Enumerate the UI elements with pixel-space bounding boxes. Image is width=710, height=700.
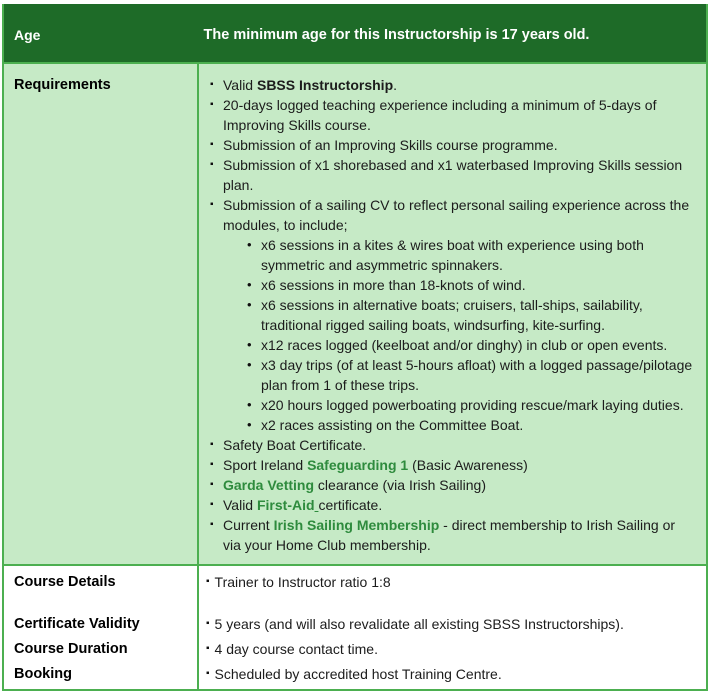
details-value-text: 5 years (and will also revalidate all existing SBSS Instructorships). <box>214 616 624 632</box>
text-segment: x12 races logged (keelboat and/or dinghy) in club or open events. <box>261 337 668 353</box>
instructorship-info-table <box>2 4 708 691</box>
requirement-subitem <box>199 295 694 335</box>
age-row-value: The minimum age for this Instructorship is 17 years old. <box>203 27 590 43</box>
requirement-text <box>223 135 694 155</box>
square-bullet-icon: ▪ <box>210 159 214 170</box>
text-segment: x3 day trips (of at least 5-hours afloat) with a logged passage/pilotage plan from 1 of these trips. <box>261 357 693 393</box>
requirement-text <box>223 495 694 515</box>
requirement-item <box>199 475 694 495</box>
text-segment: x6 sessions in alternative boats; cruisers, tall-ships, sailability, traditional rigged sailing boats, windsurfing, kite-surfing. <box>261 297 643 333</box>
requirement-subitem <box>199 415 694 435</box>
requirement-subitem <box>199 355 694 395</box>
details-row <box>4 564 706 689</box>
square-bullet-icon: ▪ <box>210 459 214 470</box>
text-segment: certificate. <box>318 497 383 513</box>
square-bullet-icon: ▪ <box>210 439 214 450</box>
requirement-text <box>223 435 694 455</box>
text-segment: Submission of an Improving Skills course programme. <box>223 137 558 153</box>
details-value-row <box>199 664 696 684</box>
square-bullet-icon: ▪ <box>206 618 210 629</box>
details-value-text: Trainer to Instructor ratio 1:8 <box>214 574 391 590</box>
requirement-text <box>261 295 694 335</box>
text-segment: Safety Boat Certificate. <box>223 437 367 453</box>
details-value-text: Scheduled by accredited host Training Centre. <box>214 666 502 682</box>
requirements-row <box>4 62 706 564</box>
requirement-text <box>223 95 694 135</box>
text-segment: SBSS Instructorship <box>256 77 394 93</box>
green-link[interactable]: Safeguarding 1 <box>307 457 409 473</box>
text-segment: x6 sessions in more than 18-knots of wind. <box>261 277 526 293</box>
dot-bullet-icon: • <box>247 237 252 252</box>
requirement-text <box>223 455 694 475</box>
details-label: Booking <box>14 666 72 682</box>
details-values <box>199 566 706 689</box>
requirement-text <box>261 235 694 275</box>
requirement-text <box>261 355 694 395</box>
details-label: Course Details <box>14 574 116 590</box>
dot-bullet-icon: • <box>247 397 252 412</box>
details-label: Course Duration <box>14 641 128 657</box>
requirement-item <box>199 155 694 195</box>
square-bullet-icon: ▪ <box>210 79 214 90</box>
details-value-row <box>199 614 696 634</box>
square-bullet-icon: ▪ <box>210 499 214 510</box>
requirement-item <box>199 195 694 235</box>
requirement-subitem <box>199 335 694 355</box>
square-bullet-icon: ▪ <box>210 199 214 210</box>
text-segment: Current <box>223 517 274 533</box>
requirement-item <box>199 515 694 555</box>
dot-bullet-icon: • <box>247 337 252 352</box>
text-segment: Submission of a sailing CV to reflect personal sailing experience across the modules, to include; <box>223 197 690 233</box>
details-value-row <box>199 572 696 592</box>
details-label: Certificate Validity <box>14 616 140 632</box>
requirement-text <box>223 195 694 235</box>
text-segment: x20 hours logged powerboating providing rescue/mark laying duties. <box>261 397 684 413</box>
text-segment: 20-days logged teaching experience including a minimum of 5-days of Improving Skills course. <box>223 97 657 133</box>
text-segment: . <box>393 77 398 93</box>
requirement-text <box>223 515 694 555</box>
text-segment: x6 sessions in a kites & wires boat with experience using both symmetric and asymmetric spinnakers. <box>261 237 644 273</box>
requirement-text <box>223 75 694 95</box>
dot-bullet-icon: • <box>247 417 252 432</box>
requirement-subitem <box>199 395 694 415</box>
requirements-label: Requirements <box>4 64 199 564</box>
square-bullet-icon: ▪ <box>206 576 210 587</box>
text-segment: (Basic Awareness) <box>408 457 528 473</box>
requirement-text <box>261 335 694 355</box>
requirement-item <box>199 455 694 475</box>
requirement-text <box>261 275 694 295</box>
requirement-subitem <box>199 235 694 275</box>
dot-bullet-icon: • <box>247 277 252 292</box>
text-segment: Sport Ireland <box>223 457 308 473</box>
details-labels <box>4 566 199 689</box>
requirements-list <box>199 64 706 564</box>
text-segment: clearance (via Irish Sailing) <box>314 477 486 493</box>
requirement-text <box>261 415 694 435</box>
age-row-label: Age <box>14 27 41 43</box>
square-bullet-icon: ▪ <box>206 643 210 654</box>
green-link[interactable]: Irish Sailing Membership <box>273 517 440 533</box>
square-bullet-icon: ▪ <box>210 479 214 490</box>
details-value-row <box>199 639 696 659</box>
text-segment: Valid <box>223 77 257 93</box>
green-link[interactable]: First-Aid <box>256 497 315 513</box>
text-segment: - direct membership to Irish Sailing or via your Home Club membership. <box>223 517 676 553</box>
requirement-text <box>261 395 694 415</box>
details-value-text: 4 day course contact time. <box>214 641 378 657</box>
text-segment: Submission of x1 shorebased and x1 waterbased Improving Skills session plan. <box>223 157 683 193</box>
requirement-text <box>223 155 694 195</box>
dot-bullet-icon: • <box>247 297 252 312</box>
text-segment: x2 races assisting on the Committee Boat. <box>261 417 524 433</box>
requirement-item <box>199 495 694 515</box>
square-bullet-icon: ▪ <box>210 139 214 150</box>
requirement-item <box>199 135 694 155</box>
square-bullet-icon: ▪ <box>206 668 210 679</box>
square-bullet-icon: ▪ <box>210 99 214 110</box>
requirement-item <box>199 75 694 95</box>
requirement-item <box>199 95 694 135</box>
age-row <box>4 4 706 62</box>
square-bullet-icon: ▪ <box>210 519 214 530</box>
green-link[interactable]: Garda Vetting <box>223 477 315 493</box>
dot-bullet-icon: • <box>247 357 252 372</box>
requirement-item <box>199 435 694 455</box>
requirement-text <box>223 475 694 495</box>
requirement-subitem <box>199 275 694 295</box>
text-segment: Valid <box>223 497 257 513</box>
